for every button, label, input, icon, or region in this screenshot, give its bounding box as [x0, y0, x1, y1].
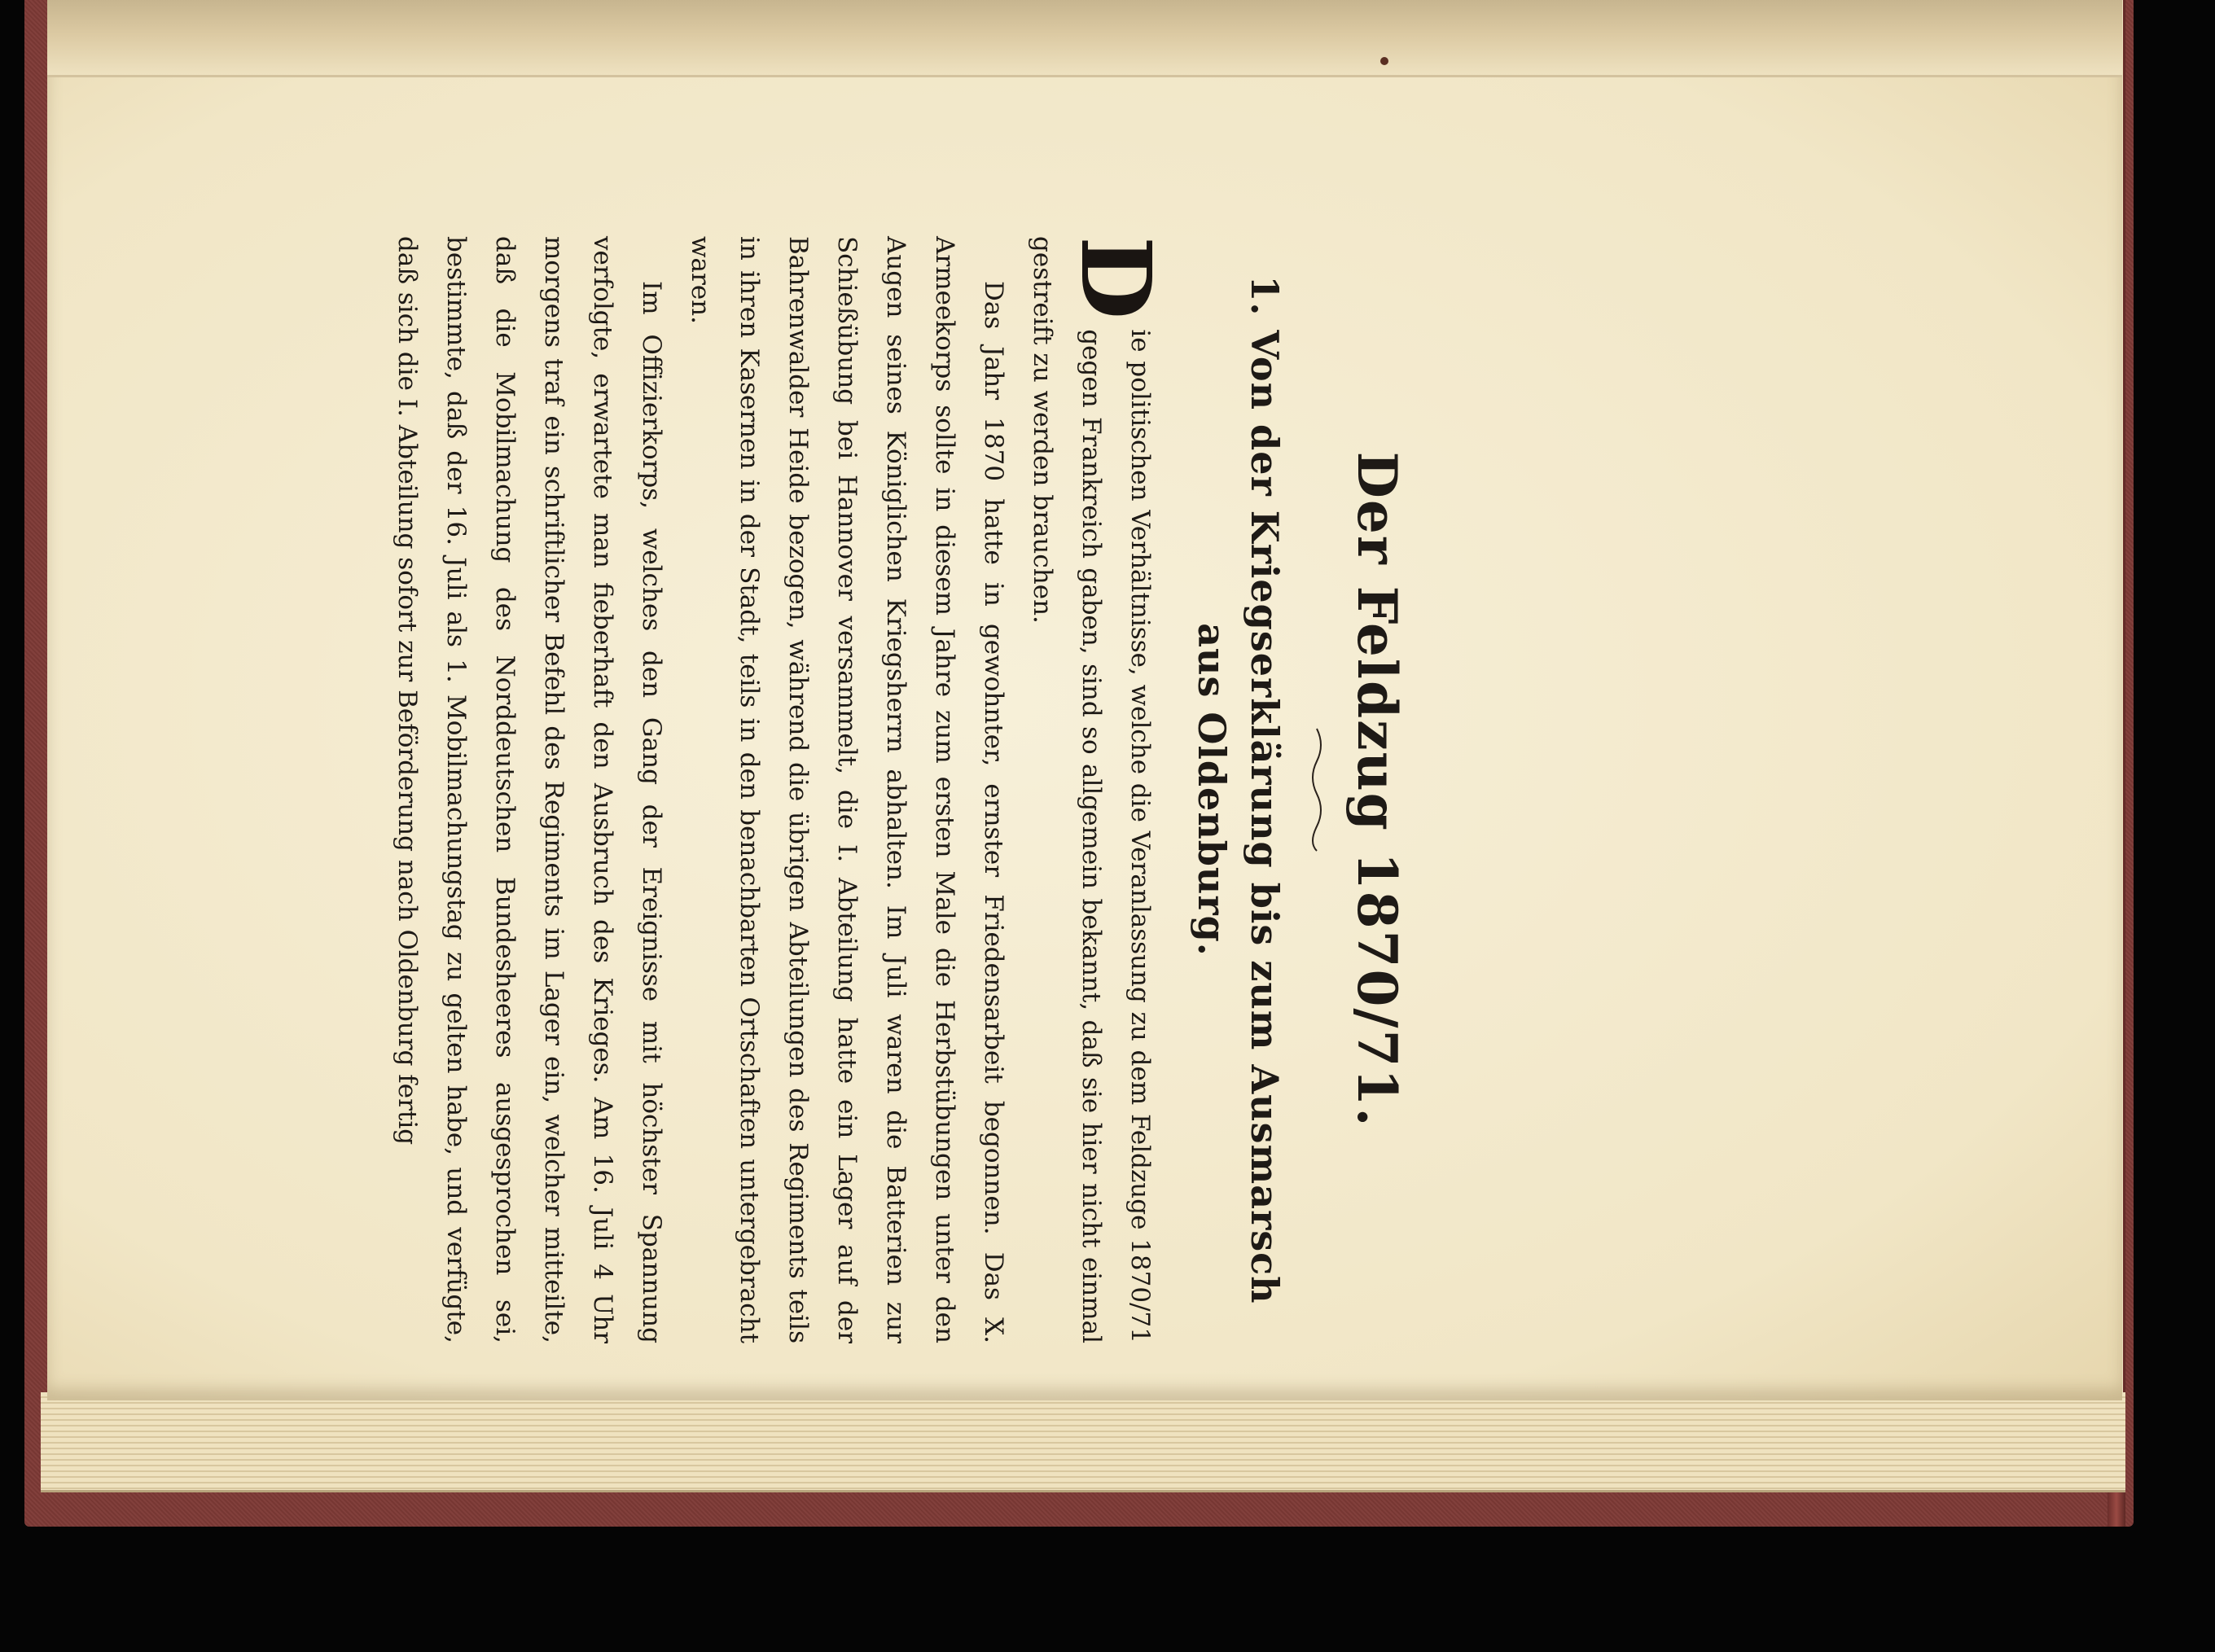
- section-heading: 1. Von der Kriegserklärung bis zum Ausmarsch: [1243, 275, 1287, 1304]
- fold-line: [47, 75, 2122, 77]
- body-text: [244, 236, 1173, 1343]
- page-gutter: [47, 0, 2122, 77]
- ink-spot: [1380, 57, 1388, 65]
- ornament-divider: [1309, 725, 1325, 855]
- paragraph-1: [1018, 236, 1173, 1343]
- paragraph-3: Im Offizierkorps, welches den Gang der Ereignisse mit höchster Spannung verfolgte, erwartete man fieberhaft den Ausbruch des Krieges. Am 16. Juli 4 Uhr morgens traf ein schriftlicher Befehl des Regiments im Lager ein, welcher mitteilte, daß die Mobilmachung des Norddeutschen Bundesheeres ausgesprochen sei, bestimmte, daß der 16. Juli als 1. Mobilmachungstag zu gelten habe, und verfügte, daß sich die I. Abteilung sofort zur Beförderung nach Oldenburg fertig: [393, 236, 666, 1343]
- chapter-title: Der Feldzug 1870/71.: [1345, 451, 1409, 1128]
- paragraph-2: Das Jahr 1870 hatte in gewohnter, ernster Friedensarbeit begonnen. Das X. Armeekorps sollte in diesem Jahre zum ersten Male die Herbstübungen unter den Augen seines Königlichen Kriegsherrn abhalten. Im Juli waren die Batterien zur Schießübung bei Hannover versammelt, die I. Abteilung hatte ein Lager auf der Bahrenwalder Heide bezogen, während die übrigen Abteilungen des Regiments teils in ihren Kasernen in der Stadt, teils in den benachbarten Ortschaften untergebracht waren.: [686, 236, 1008, 1343]
- drop-cap: D: [1059, 236, 1173, 320]
- section-heading-continued: aus Oldenburg.: [1190, 623, 1234, 957]
- page-edges-bottom: [41, 1392, 2125, 1492]
- rotated-text-block: [236, 236, 1409, 1343]
- paragraph-1-text: ie politischen Verhältnisse, welche die Veranlassung zu dem Feldzuge 1870/71 gegen Frankreich gaben, sind so allgemein bekannt, daß sie hier nicht einmal gestreift zu werden brauchen.: [1028, 236, 1155, 1343]
